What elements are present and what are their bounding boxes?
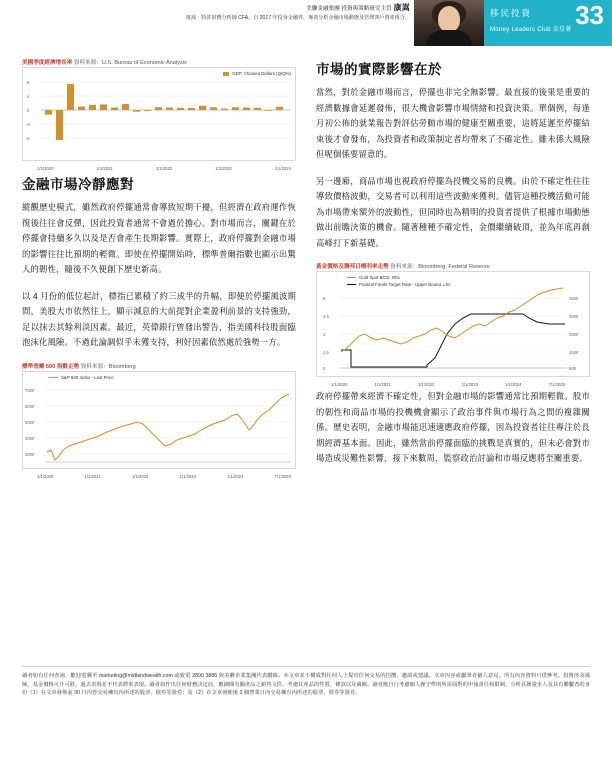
svg-text:500: 500 xyxy=(569,366,576,371)
chart-spx-source: 資料來源：Bloomberg xyxy=(80,363,136,370)
author-title-line xyxy=(150,4,410,13)
chart-spx-svg xyxy=(23,372,295,468)
legend-line-fedfunds xyxy=(347,284,356,285)
footer-disclaimer: 讀者如有任何查詢，歡迎電郵至 marketing@midlandwealth.com 或致電 2800 3885 與美聯企業集團代表聯絡。本文章並不構成對任何人士提出任何交易的招攬、邀請或建議。文章內容或屬筆者個人意見，所有內容資料只供參考。投資涉及風險，基金價格可升可跌，過去表現並不代表將來表現。讀者如作出任何財務決定前，應細閱有關產品之銷售文件、考慮其產品的性質、條款以及風險。讀者應自行考慮個人操守準則所需面對的申報責任和限制，分析具操證本人及其有聯繫者的身份（1）在文章發佈前 30 日內曾交易擁有內所述的股票、債券等證券；及（2）在文章發佈後 3 個營業日內交易擁有內所述的股票、債券等證券。 xyxy=(22,673,590,697)
svg-text:4.5: 4.5 xyxy=(323,314,329,319)
chart-gdp-legend xyxy=(223,71,291,76)
legend-swatch-gdp xyxy=(223,72,229,76)
left-section-heading: 金融市場冷靜應對 xyxy=(22,177,134,192)
chart-spx-title: 標準普爾 500 指數走勢 資料來源：Bloomberg xyxy=(22,363,136,370)
svg-text:0: 0 xyxy=(323,366,326,371)
section-badge-label: 移民投資 xyxy=(490,8,533,18)
page-number: 33 xyxy=(575,0,604,30)
right-column xyxy=(316,58,590,478)
chart-spx-block xyxy=(22,362,296,479)
chart-spx-xticks: 1/1/2020 1/1/2021 1/1/2022 1/1/2023 1/1/2024 7/1/2025 xyxy=(37,473,291,479)
author-bio: 康嵩‧特許財務分析師 CFA，自 2017 年投身金融界，專責分析金融市場動態及管理客戶資產組合。 xyxy=(185,15,410,21)
chart-gold-xticks: 1/1/2020 1/1/2021 1/1/2022 1/1/2023 1/1/2024 7/1/2025 xyxy=(331,382,565,387)
right-paragraph-1: 當然，對於金融市場而言，停擺也非完全無影響。最直接的後果是重要的經濟數據會延遲發佈，很大機會影響市場情緒和投資決策。單個例，每逢月初公佈的就業報告對評估勞動市場的健康至關重要，這將延遲至停擺結束後才會發布，為投資者和政策制定者均帶來了不確定性。雖未係大風險但呢個係要留意的。 xyxy=(316,87,590,159)
legend-label-gdp: GDP, Chained Dollars (Q/Q%) xyxy=(232,71,291,76)
left-paragraph-2: 以 4 月份的低位起計，標指已累積了約三成半的升幅，即便於停擺風波期間，美股大市依然往上，顯示減息的大前提對企業盈利前景的支持強勁，足以抹去其餘利淡因素。最近，英偉銀行曾發出警告，指美國科技股面臨泡沫化風險。不過此論調似乎未獲支持，利好因素依然處於強勢一方。 xyxy=(22,290,296,347)
club-label: Money Leaders Club 金星薈 xyxy=(490,27,572,33)
chart-gdp-block xyxy=(22,58,296,171)
legend-line-gold xyxy=(347,277,356,278)
chart-gold-block xyxy=(316,262,590,387)
left-column xyxy=(22,58,296,481)
svg-text:7000: 7000 xyxy=(25,387,35,393)
photo-face xyxy=(438,6,460,32)
chart-gold-source: 資料來源：Bloomberg, Federal Reserve xyxy=(390,264,490,270)
chart-gdp-svg xyxy=(23,68,295,160)
svg-text:1500: 1500 xyxy=(569,350,579,355)
author-block xyxy=(150,4,410,23)
chart-gdp-frame xyxy=(22,67,296,171)
legend-label-gold: Gold Spot $/OZ, Rhs xyxy=(359,275,400,280)
svg-text:3000: 3000 xyxy=(25,451,35,457)
svg-text:4500: 4500 xyxy=(569,296,579,301)
footer-divider xyxy=(22,666,590,667)
legend-label-fedfunds: Federal Funds Target Rate - Upper Bound, Lhs xyxy=(359,282,451,287)
chart-gold-legend xyxy=(347,274,450,288)
author-photo xyxy=(414,0,484,46)
chart-spx-legend xyxy=(49,374,114,381)
right-section-heading: 市場的實際影響在於 xyxy=(316,62,442,77)
right-paragraph-2: 另一邊廂，商品市場也視政府停擺為投機交易的良機。由於不確定性往往導致價格波動，交易者可以利用這些波動來獲利。儘管這種投機活動可能為市場帶來額外的波動性，但同時也為精明的投資者提供了根據市場動態做出前瞻決策的機會。隨著種種不確定性，金價繼續破頂，並為年底再創高峰打下新基礎。 xyxy=(316,175,590,248)
left-paragraph-1: 縱觀歷史模式，雖然政府停擺通常會導致短期干擾，但經濟在政府運作恢復後往往會反彈，因此投資者通常不會過於擔心。對市場而言，關鍵在於停擺會持續多久以及是否會產生長期影響。實際上，政府停擺對金融市場的影響往往比預期的輕微。即使在停擺開始時，標準普爾指數也顯示出驚人的韌性，隨後不久便創下歷史新高。 xyxy=(22,202,296,274)
svg-text:8: 8 xyxy=(27,80,30,85)
page-header xyxy=(0,0,612,46)
chart-gdp-source: 資料來源：U.S. Bureau of Economic Analysis xyxy=(73,60,187,66)
svg-text:6: 6 xyxy=(323,296,326,301)
author-name: 康嵩 xyxy=(393,3,410,12)
svg-text:-8: -8 xyxy=(26,136,30,141)
author-role: 美聯金融集團 投資與策略研究主管 xyxy=(306,6,392,12)
svg-text:2500: 2500 xyxy=(569,332,579,337)
legend-line-spx xyxy=(49,377,58,378)
svg-text:-4: -4 xyxy=(26,122,30,127)
chart-spx-frame xyxy=(22,371,296,479)
svg-text:5000: 5000 xyxy=(25,419,35,425)
chart-gdp-xticks: 1/1/2020 1/1/2021 1/1/2022 1/1/2023 1/1/2024 xyxy=(37,166,291,171)
chart-gold-title: 黃金價格及聯邦目標利率走勢 資料來源：Bloomberg, Federal Reserve xyxy=(316,264,490,270)
chart-gold-frame xyxy=(316,271,590,387)
right-paragraph-3: 政府停擺帶來經濟不確定性，但對金融市場的影響通常比預期輕微。股市的韌性和商品市場的投機機會顯示了政治事件與市場行為之間的複雜關係。歷史表明，金融市場能迅速適應政府停擺，因為投資者往往專注於長期經濟基本面。因此，雖然當前停擺面臨的挑戰是真實的，但未必會對市場造成災難性影響，接下來數周，監察政治討論和市場反應將至關重要。 xyxy=(316,391,590,463)
legend-label-spx: S&P 500 Index - Last Price xyxy=(61,374,114,380)
svg-text:4: 4 xyxy=(27,94,30,99)
svg-text:1.5: 1.5 xyxy=(323,350,329,355)
svg-text:4000: 4000 xyxy=(25,435,35,441)
svg-text:0: 0 xyxy=(27,108,30,113)
svg-text:3500: 3500 xyxy=(569,314,579,319)
svg-text:3: 3 xyxy=(323,332,326,337)
photo-body xyxy=(426,30,472,46)
section-banner xyxy=(484,0,612,46)
chart-gdp-title: 美國季度經濟增長率 資料來源：U.S. Bureau of Economic Analysis xyxy=(22,60,187,66)
svg-text:6000: 6000 xyxy=(25,403,35,409)
